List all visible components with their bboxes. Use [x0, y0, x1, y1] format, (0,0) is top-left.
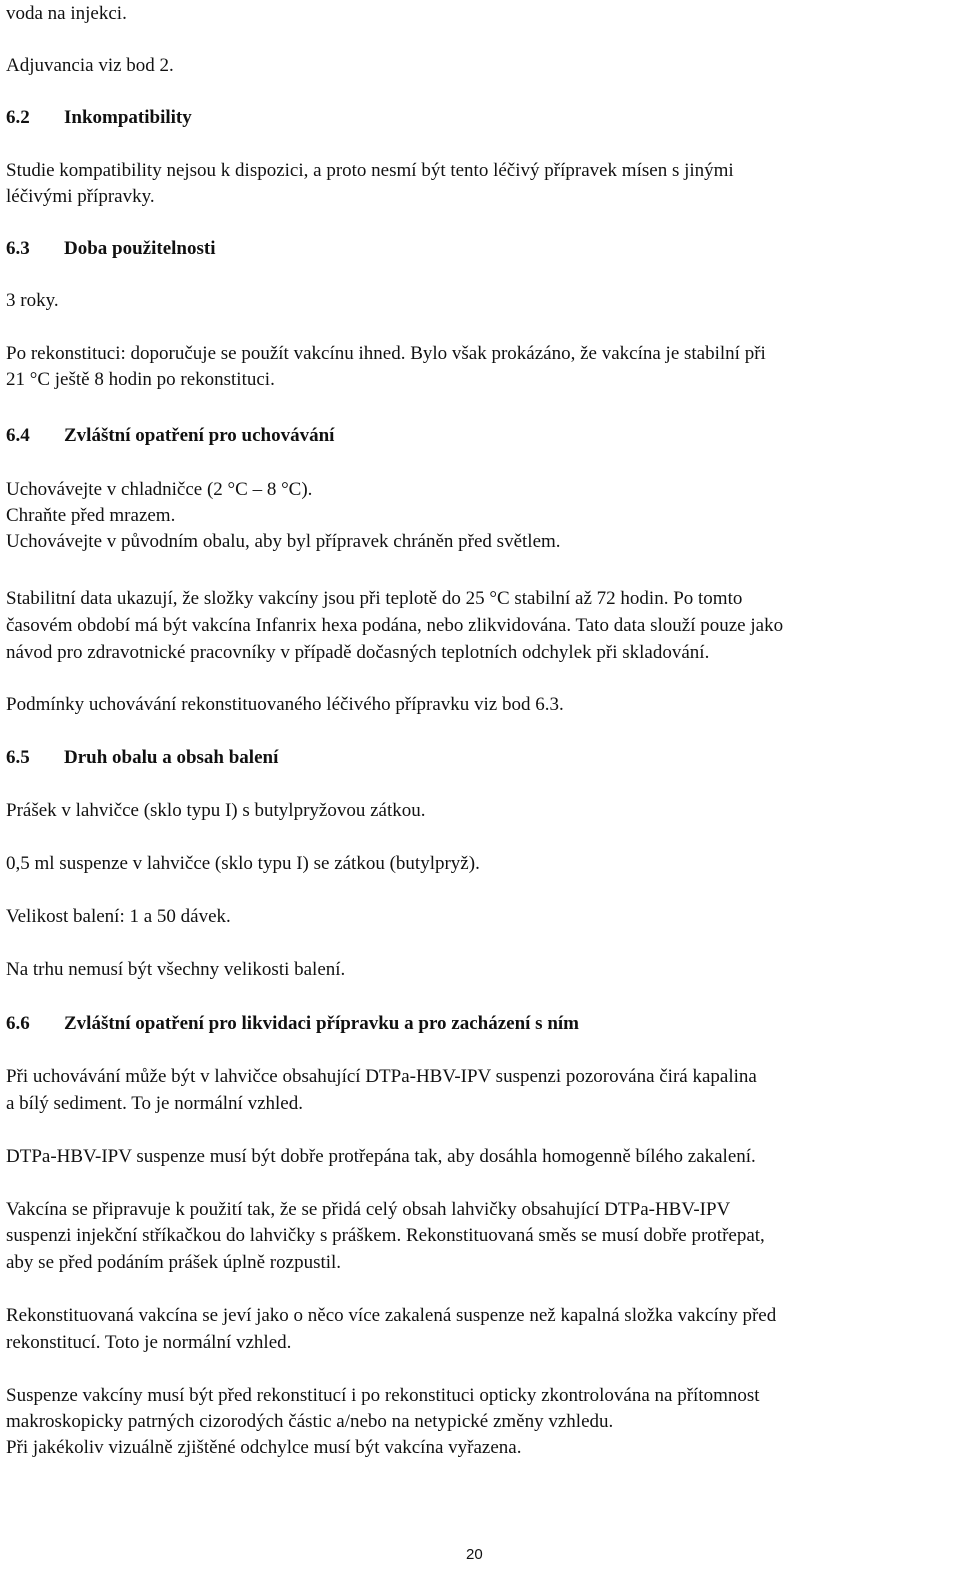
paragraph-line: Prášek v lahvičce (sklo typu I) s butylpryžovou zátkou.: [6, 800, 426, 821]
paragraph-line: suspenzi injekční stříkačkou do lahvičky s práškem. Rekonstituovaná směs se musí dobře protřepat,: [6, 1225, 765, 1246]
paragraph-line: 21 °C ještě 8 hodin po rekonstituci.: [6, 369, 275, 390]
paragraph-line: Uchovávejte v původním obalu, aby byl přípravek chráněn před světlem.: [6, 531, 561, 552]
paragraph-line: aby se před podáním prášek úplně rozpustil.: [6, 1252, 342, 1273]
paragraph-line: rekonstitucí. Toto je normální vzhled.: [6, 1332, 292, 1353]
paragraph-line: makroskopicky patrných cizorodých částic a/nebo na netypické změny vzhledu.: [6, 1411, 614, 1432]
section-number: 6.3: [6, 238, 30, 259]
paragraph-line: Studie kompatibility nejsou k dispozici, a proto nesmí být tento léčivý přípravek mísen s jinými: [6, 160, 734, 181]
paragraph-line: časovém období má být vakcína Infanrix hexa podána, nebo zlikvidována. Tato data slouží pouze jako: [6, 615, 784, 636]
paragraph-line: Uchovávejte v chladničce (2 °C – 8 °C).: [6, 479, 313, 500]
paragraph-line: návod pro zdravotnické pracovníky v případě dočasných teplotních odchylek při skladování.: [6, 642, 710, 663]
paragraph-line: 3 roky.: [6, 290, 59, 311]
paragraph-line: a bílý sediment. To je normální vzhled.: [6, 1093, 303, 1114]
section-title: Doba použitelnosti: [64, 238, 216, 259]
section-number: 6.2: [6, 107, 30, 128]
paragraph-line: Při jakékoliv vizuálně zjištěné odchylce musí být vakcína vyřazena.: [6, 1437, 522, 1458]
section-6-3-heading: [6, 237, 216, 261]
section-title: Zvláštní opatření pro likvidaci přípravku a pro zacházení s ním: [64, 1013, 579, 1034]
paragraph-line: Stabilitní data ukazují, že složky vakcíny jsou při teplotě do 25 °C stabilní až 72 hodin. Po tomto: [6, 588, 743, 609]
paragraph-line: Po rekonstituci: doporučuje se použít vakcínu ihned. Bylo však prokázáno, že vakcína je stabilní při: [6, 343, 766, 364]
intro-line-2: Adjuvancia viz bod 2.: [6, 55, 174, 76]
paragraph-line: Při uchovávání může být v lahvičce obsahující DTPa-HBV-IPV suspenzi pozorována čirá kapalina: [6, 1066, 757, 1087]
paragraph-line: Vakcína se připravuje k použití tak, že se přidá celý obsah lahvičky obsahující DTPa-HBV-IPV: [6, 1199, 731, 1220]
section-title: Inkompatibility: [64, 107, 192, 128]
section-6-6-heading: [6, 1012, 579, 1036]
paragraph-line: DTPa-HBV-IPV suspenze musí být dobře protřepána tak, aby dosáhla homogenně bílého zakalení.: [6, 1146, 756, 1167]
paragraph-line: léčivými přípravky.: [6, 186, 155, 207]
section-number: 6.4: [6, 425, 30, 446]
paragraph-line: Rekonstituovaná vakcína se jeví jako o něco více zakalená suspenze než kapalná složka vakcíny před: [6, 1305, 777, 1326]
section-number: 6.6: [6, 1013, 30, 1034]
paragraph-line: Suspenze vakcíny musí být před rekonstitucí i po rekonstituci opticky zkontrolována na přítomnost: [6, 1385, 760, 1406]
page-number: 20: [466, 1546, 483, 1563]
section-title: Druh obalu a obsah balení: [64, 747, 279, 768]
section-6-4-heading: [6, 424, 334, 448]
intro-line-1: voda na injekci.: [6, 3, 127, 24]
section-title: Zvláštní opatření pro uchovávání: [64, 425, 335, 446]
paragraph-line: 0,5 ml suspenze v lahvičce (sklo typu I) se zátkou (butylpryž).: [6, 853, 480, 874]
paragraph-line: Velikost balení: 1 a 50 dávek.: [6, 906, 231, 927]
paragraph-line: Podmínky uchovávání rekonstituovaného léčivého přípravku viz bod 6.3.: [6, 694, 564, 715]
paragraph-line: Na trhu nemusí být všechny velikosti balení.: [6, 959, 346, 980]
paragraph-line: Chraňte před mrazem.: [6, 505, 176, 526]
section-6-5-heading: [6, 746, 278, 770]
section-number: 6.5: [6, 747, 30, 768]
section-6-2-heading: [6, 106, 192, 130]
